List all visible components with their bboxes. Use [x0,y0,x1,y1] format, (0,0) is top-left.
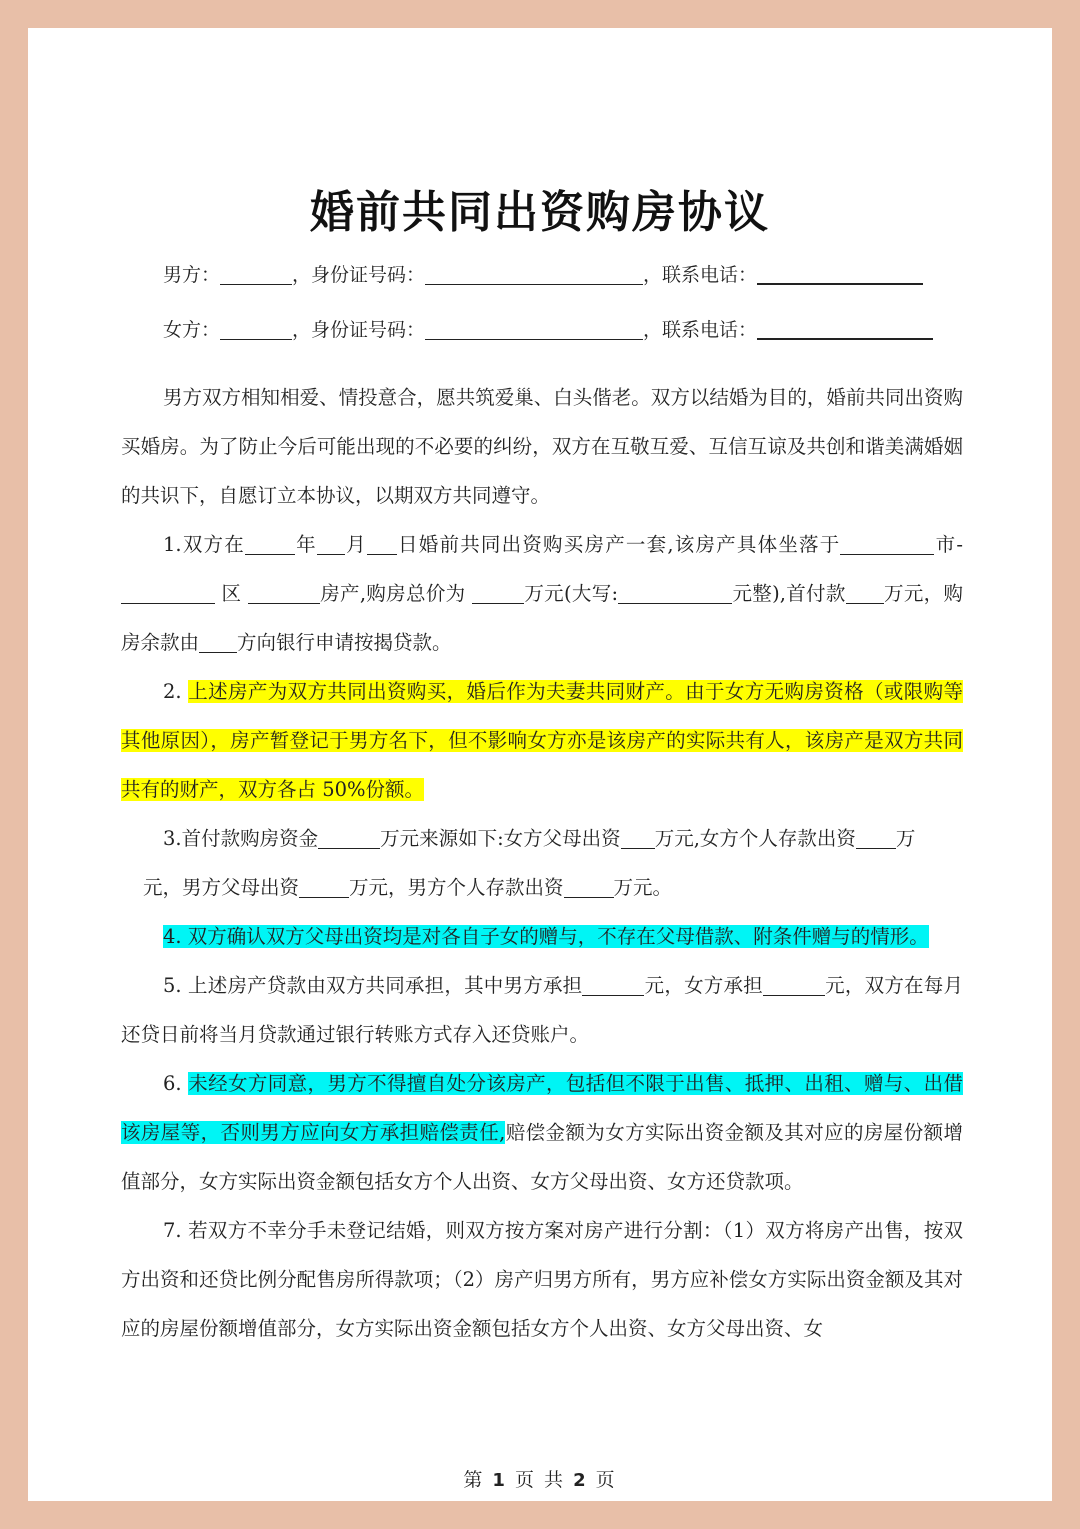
clause1-text: 1.双方在 [163,533,245,556]
clause3-text: 3.首付款购房资金 [163,827,319,850]
page-number: 1 [492,1470,507,1491]
clause5-text: 元，双方在每月还贷日前将当月贷款通过银行转账方式存入还贷账户。 [121,974,963,1046]
male-parents-blank [299,877,349,898]
male-phone-label: ，联系电话： [643,264,758,286]
down-payment-amount-blank [318,828,380,849]
agreement-body [121,373,963,1353]
female-parents-blank [621,828,655,849]
male-id-blank [425,264,643,285]
clause-7: 7. 若双方不幸分手未登记结婚，则双方按方案对房产进行分割：（1）双方将房产出售，按双方出资和还贷比例分配售房所得款项；（2）房产归男方所有，男方应补偿女方实际出资金额及其对应的房屋份额增值部分，女方实际出资金额包括女方个人出资、女方父母出资、女 [121,1219,963,1340]
clause1-text: 方向银行申请按揭贷款。 [237,631,452,654]
clause3-text: 万元,女方个人存款出资 [654,827,856,850]
male-savings-blank [564,877,614,898]
clause1-district: 区 [215,582,248,605]
intro-paragraph: 男方双方相知相爱、情投意合，愿共筑爱巢、白头偕老。双方以结婚为目的，婚前共同出资购买婚房。为了防止今后可能出现的不必要的纠纷，双方在互敬互爱、互信互谅及共创和谐美满婚姻的共识下，自愿订立本协议，以期双方共同遵守。 [121,386,963,507]
female-name-blank [220,319,292,340]
clause1-text: 房产,购房总价为 [319,582,472,605]
day-blank [367,534,397,555]
clause6-highlighted-text: 未经女方同意，男方不得擅自处分该房产，包括但不限于出售、抵押、出租、赠与、出借该房屋等，否则男方应向女方承担赔偿责任, [121,1072,963,1144]
male-label: 男方： [163,264,221,286]
loan-party-blank [199,632,237,653]
page-footer [28,1465,1052,1492]
clause3-text: 元，男方父母出资 [143,876,300,899]
footer-text: 页 共 [506,1469,574,1491]
female-savings-blank [856,828,896,849]
clause1-text: 元整),首付款 [732,582,846,605]
footer-text: 第 [463,1469,493,1491]
clause2-number: 2. [163,680,189,703]
clause-1 [121,520,963,667]
clause3-text: 万元来源如下:女方父母出资 [380,827,621,850]
male-party-line [163,260,923,287]
footer-text: 页 [587,1469,617,1491]
male-id-label: ，身份证号码： [292,264,426,286]
female-loan-blank [763,975,825,996]
property-blank [248,583,320,604]
clause3-text: 万元，男方个人存款出资 [349,876,564,899]
clause3-text: 万 [895,827,916,850]
clause5-text: 元，女方承担 [644,974,763,997]
clause1-text: 万元，购房余款由 [121,582,963,654]
male-phone-blank [757,263,923,285]
male-name-blank [220,264,292,285]
clause-3 [121,814,963,912]
female-party-line [163,315,933,342]
clause1-text: 日婚前共同出资购买房产一套,该房产具体坐落于 [396,533,841,556]
clause6-number: 6. [163,1072,189,1095]
clause1-month: 月 [344,533,367,556]
clause1-dash: - [956,533,963,556]
female-phone-label: ，联系电话： [643,319,758,341]
female-id-blank [425,319,643,340]
clause2-highlighted-text: 上述房产为双方共同出资购买，婚后作为夫妻共同财产。由于女方无购房资格（或限购等其他原因），房产暂登记于男方名下，但不影响女方亦是该房产的实际共有人，该房产是双方共同共有的财产，双方各占 50%份额。 [121,680,963,801]
price-words-blank [618,583,732,604]
clause6-text: 赔偿金额为女方实际出资金额及其对应的房屋份额增值部分，女方实际出资金额包括女方个人出资、女方父母出资、女方还贷款项。 [121,1121,963,1193]
female-id-label: ，身份证号码： [292,319,426,341]
male-loan-blank [582,975,644,996]
total-pages: 2 [573,1470,588,1491]
clause1-year: 年 [294,533,317,556]
clause5-text: 5. 上述房产贷款由双方共同承担，其中男方承担 [163,974,583,997]
clause-6 [121,1059,963,1206]
female-phone-blank [757,318,933,340]
total-price-blank [472,583,524,604]
clause1-text: 万元(大写: [524,582,619,605]
clause-2 [121,667,963,814]
clause4-highlighted-text: 4. 双方确认双方父母出资均是对各自子女的赠与，不存在父母借款、附条件赠与的情形。 [163,925,929,948]
year-blank [245,534,295,555]
document-title: 婚前共同出资购房协议 [310,187,770,238]
city-blank [840,534,934,555]
clause-5 [121,961,963,1059]
down-payment-blank [846,583,884,604]
document-page [28,28,1052,1501]
month-blank [317,534,345,555]
district-blank [121,583,215,604]
clause3-text: 万元。 [613,876,673,899]
clause1-city: 市 [934,533,957,556]
female-label: 女方： [163,319,221,341]
clause-4 [121,912,963,961]
